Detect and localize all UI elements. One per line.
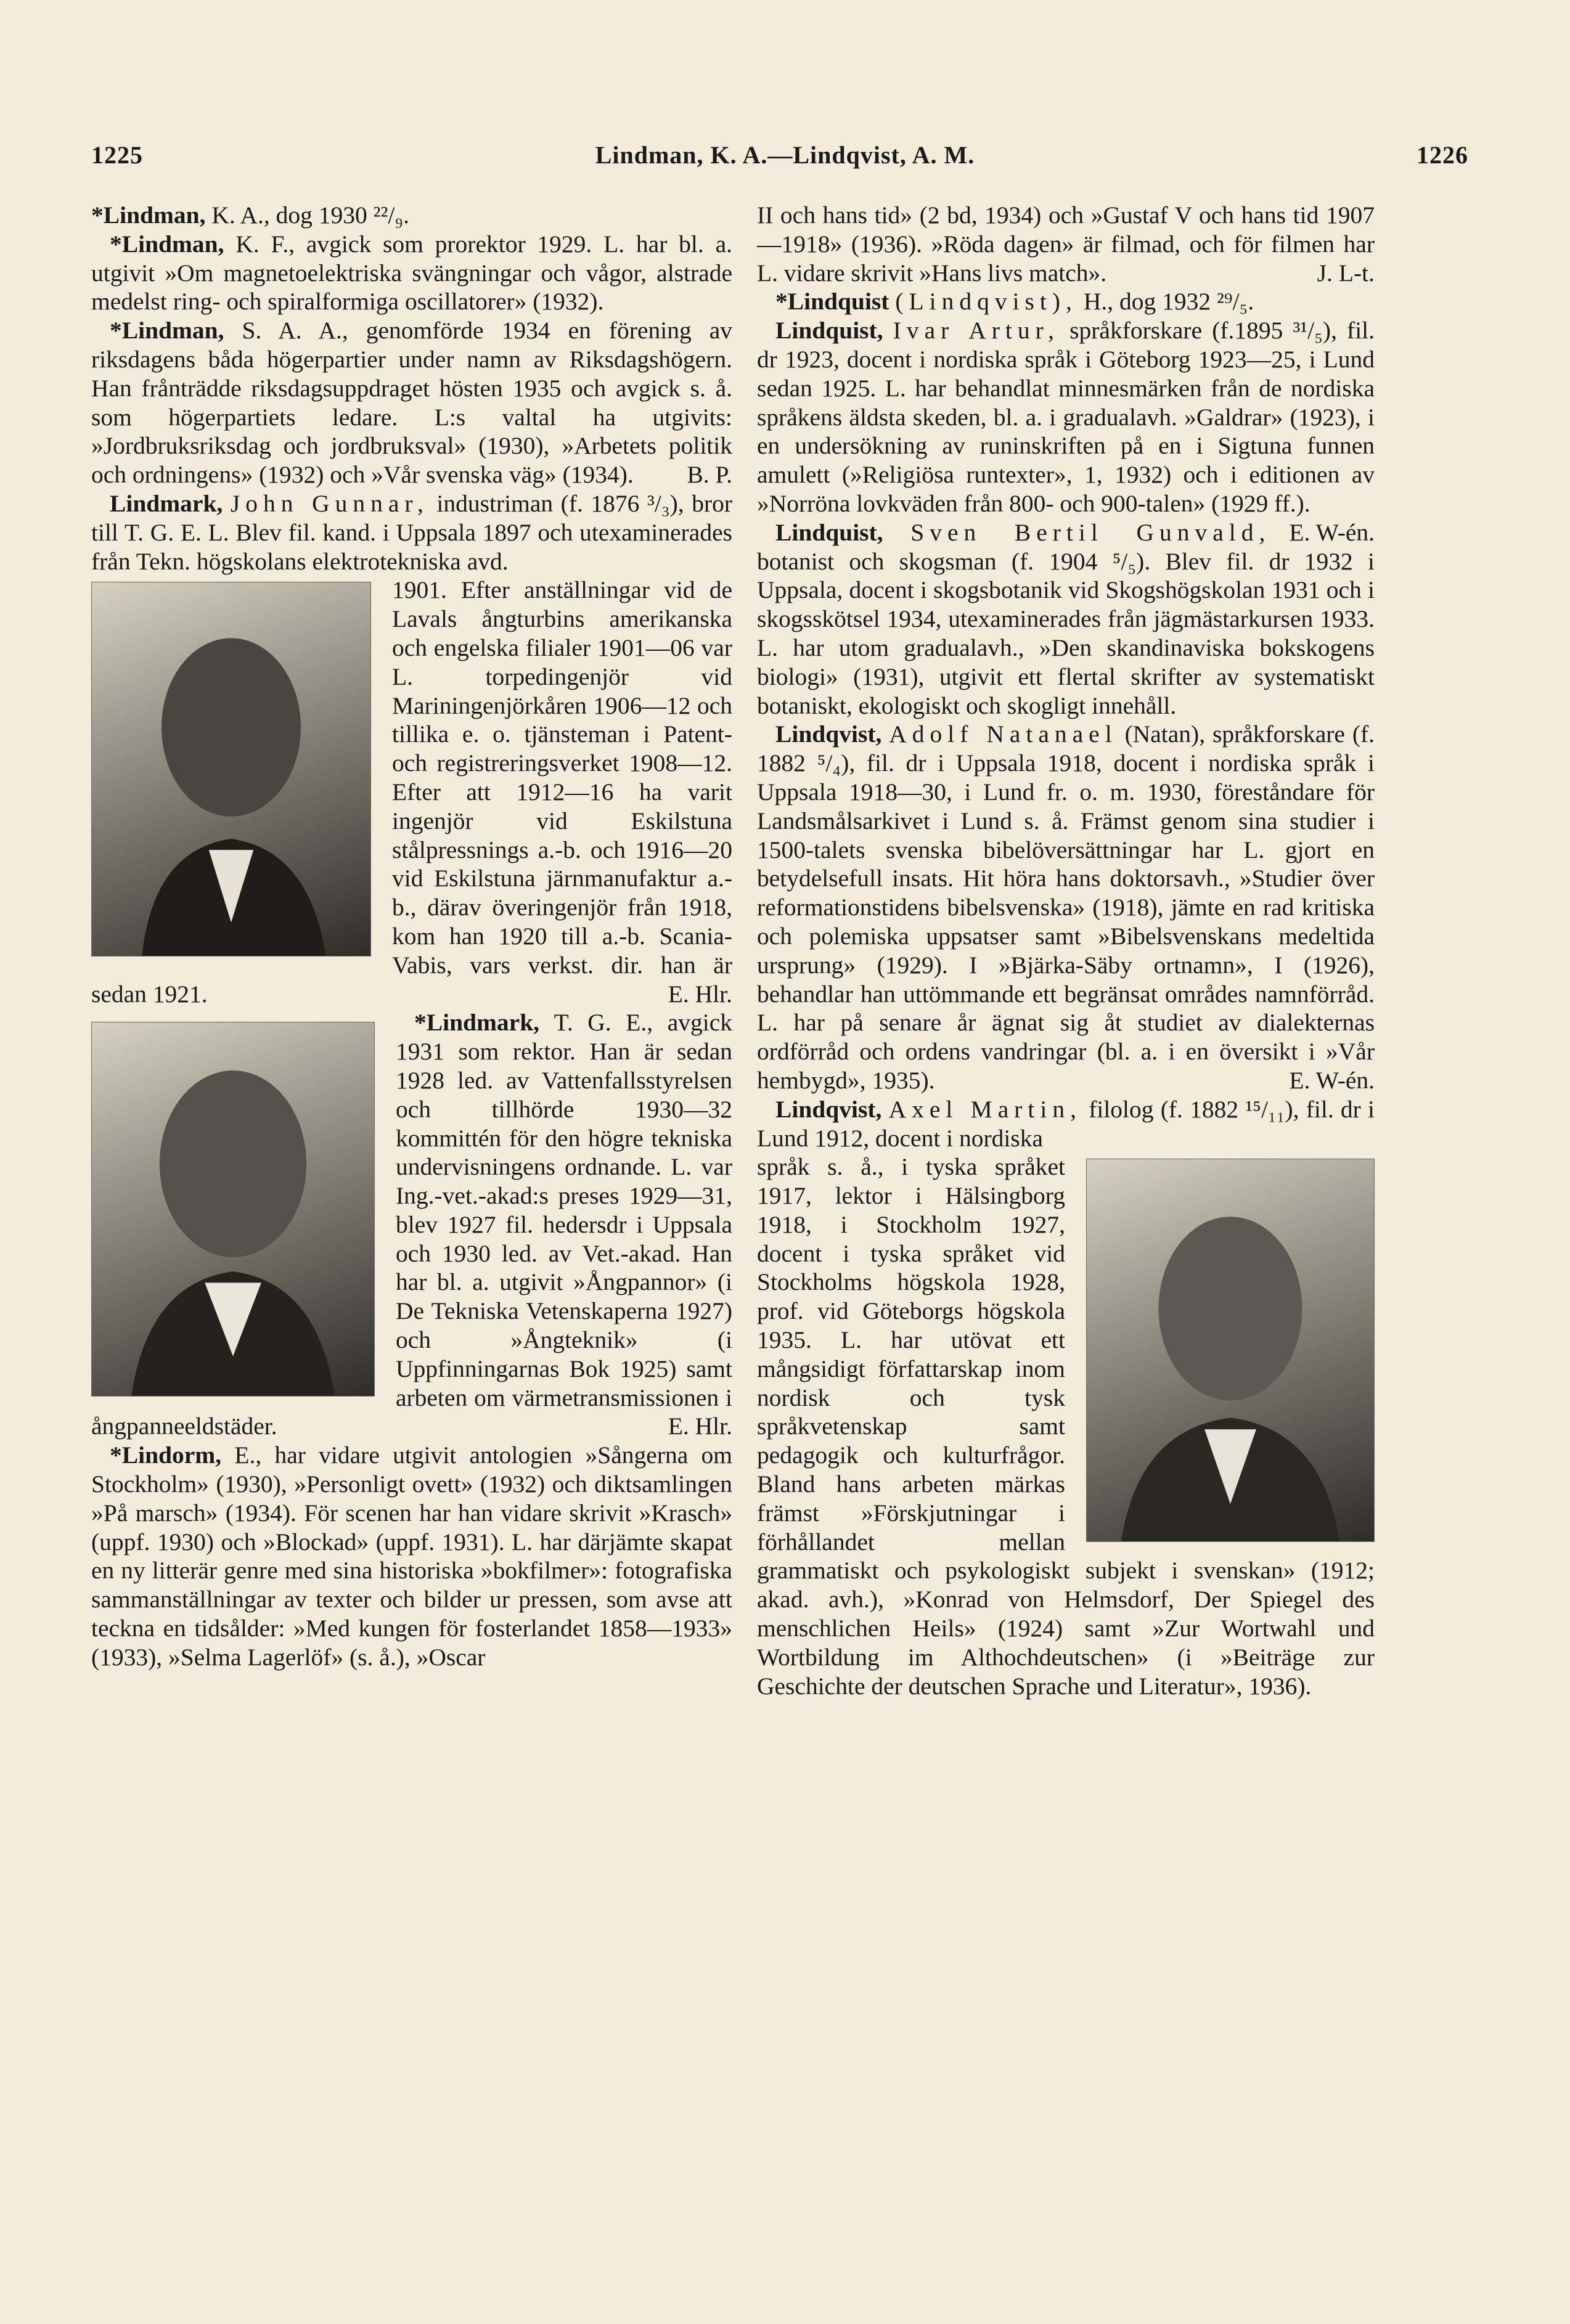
entry-lindquist-h: *Lindquist (Lindqvist), H., dog 1932 ²⁹/₅. bbox=[775, 288, 1254, 316]
signature: E. W-én. bbox=[1289, 1066, 1375, 1094]
entry-lindqvist-axel-martin-continued: språk s. å., i tyska språket 1917, lektor i Hälsingborg 1918, i Stockholm 1927, docent i tyska språket vid Stockholms högskola 1928, prof. vid Göteborgs högskola 1935. L. har utövat ett mångsidigt författarskap inom nordisk och tysk språkvetenskap samt pedagogik och kulturfrågor. Bland hans arbeten märkas främst »Förskjutningar i förhållandet mellan grammatiskt och psykologiskt subjekt i svenskan» (1912; akad. avh.), »Konrad von Helmsdorf, Der Spiegel des menschlichen Heils» (1924) samt »Zur Wortwahl und Wortbildung im Althochdeutschen» (i »Beiträge zur Geschichte der deutschen Sprache und Literatur», 1936). bbox=[757, 1153, 1375, 1700]
entry-lindmark-continued: 1901. Efter anställningar vid de Lavals ångturbins amerikanska och engelska filialer 1901—06 var L. torpedingenjör vid Mariningenjörkåren 1906—12 och tillika e. o. tjänsteman i Patent- och registreringsverket 1908—12. Efter att 1912—16 ha varit ingenjör vid Eskilstuna stålpressnings a.-b. och 1916—20 vid Eskilstuna järnmanufaktur a.-b., därav överingenjör från 1918, kom han 1920 till a.-b. Scania-Vabis, vars verkst. dir. han är sedan 1921. E. Hlr. bbox=[91, 576, 732, 1008]
portrait-photo-lindmark-tge bbox=[91, 1022, 375, 1396]
entry-lindquist-ivar-artur: Lindquist, Ivar Artur, språkforskare (f.1895 ³¹/₅), fil. dr 1923, docent i nordiska språk i Göteborg 1923—25, i Lund sedan 1925. L. har behandlat minnesmärken från de nordiska språkens äldsta skeden, bl. a. i gradualavh. »Galdrar» (1923), i en undersökning av runinskriften på en i Sigtuna funnen amulett (»Religiösa runtexter», 1, 1932) och i editionen av »Norröna lovkväden från 800- och 900-talen» (1929 ff.). E. W-én. bbox=[757, 317, 1375, 546]
entry-lindorm-continued: II och hans tid» (2 bd, 1934) och »Gustaf V och hans tid 1907—1918» (1936). »Röda dagen» är filmad, och för filmen har L. vidare skrivit »Hans livs match». J. L-t. bbox=[757, 202, 1375, 287]
right-column bbox=[757, 201, 1375, 1700]
running-title: Lindman, K. A.—Lindqvist, A. M. bbox=[595, 141, 975, 169]
entry-lindman-saa: *Lindman, S. A. A., genomförde 1934 en förening av riksdagens båda högerpartier under namn av Riksdagshögern. Han frånträdde riksdagsuppdraget hösten 1935 och avgick s. å. som högerpartiets ledare. L:s valtal ha utgivits: »Jordbruksriksdag och jordbruksval» (1930), »Arbetets politik och ordningens» (1932) och »Vår svenska väg» (1934). B. P. bbox=[91, 317, 732, 489]
entry-lindmark-tge: *Lindmark, T. G. E., avgick 1931 som rektor. Han är sedan 1928 led. av Vattenfallsstyrelsen och tillhörde 1930—32 kommittén för den högre tekniska undervisningens ordnande. L. var Ing.-vet.-akad:s preses 1929—31, blev 1927 fil. hedersdr i Uppsala och 1930 led. av Vet.-akad. Han har bl. a. utgivit »Ångpannor» (i De Tekniska Vetenskaperna 1927) och »Ångteknik» (i Uppfinningarnas Bok 1925) samt arbeten om värmetransmissionen i ångpanneeldstäder. E. Hlr. bbox=[91, 1009, 732, 1440]
signature: E. Hlr. bbox=[668, 1413, 732, 1440]
signature: B. P. bbox=[687, 461, 732, 489]
entry-lindman-kf: *Lindman, K. F., avgick som prorektor 1929. L. har bl. a. utgivit »Om magnetoelektriska svängningar och vågor, alstrade medelst ring- och spiralformiga oscillatorer» (1932). bbox=[91, 230, 732, 316]
signature: E. W-én. bbox=[1289, 518, 1375, 546]
entry-lindquist-sven-bertil: Lindquist, Sven Bertil Gunvald, botanist och skogsman (f. 1904 ⁵/₅). Blev fil. dr 1932 i Uppsala, docent i skogsbotanik vid Skogshögskolan 1931 och i skogsskötsel 1934, utexaminerades från jägmästarkursen 1933. L. har utom gradualavh., »Den skandinaviska bokskogens biologi» (1931), utgivit ett flertal skrifter av systematiskt botaniskt, ekologiskt och skogligt innehåll. bbox=[757, 518, 1375, 719]
entry-lindorm: *Lindorm, E., har vidare utgivit antologien »Sångerna om Stockholm» (1930), »Personligt ovett» (1932) och diktsamlingen »På marsch» (1934). För scenen har han vidare skrivit »Krasch» (uppf. 1930) och »Blockad» (uppf. 1931). L. har därjämte skapat en ny litterär genre med sina historiska »bokfilmer»: fotografiska sammanställningar av texter och bilder ur pressen, som avse att teckna en tidsålder: »Med kungen för fosterlandet 1858—1933» (1933), »Selma Lagerlöf» (s. å.), »Oscar bbox=[91, 1441, 732, 1671]
entry-lindmark-john-gunnar: Lindmark, John Gunnar, industriman (f. 1876 ³/₃), bror till T. G. E. L. Blev fil. kand. i Uppsala 1897 och utexaminerades från Tekn. högskolans elektrotekniska avd. bbox=[91, 489, 733, 575]
signature: J. L-t. bbox=[1317, 259, 1375, 287]
entry-lindqvist-adolf-natanael: Lindqvist, Adolf Natanael (Natan), språkforskare (f. 1882 ⁵/₄), fil. dr i Uppsala 1918, docent i nordiska språk i Uppsala 1918—30, i Lund fr. o. m. 1930, föreståndare för Landsmålsarkivet i Lund s. å. Främst genom sina studier i 1500-talets svenska bibelöversättningar har L. gjort en betydelsefull insats. Hit höra hans doktorsavh., »Studier över reformationstidens bibelsvenska» (1918), jämte en rad kritiska och polemiska uppsatser samt »Bibelsvenskans medeltida ursprung» (1929). I »Bjärka-Säby ortnamn», I (1926), behandlar han uttömmande ett begränsat områdes namnförråd. L. har på senare år ägnat sig åt studiet av dialekternas ordförråd och ordens vandringar (bl. a. i en översikt i »Vår hembygd», 1935). E. W-én. bbox=[757, 720, 1375, 1094]
page-number-right: 1226 bbox=[1417, 141, 1468, 169]
entry-lindman-ka: *Lindman, K. A., dog 1930 ²²/₉. bbox=[91, 202, 409, 229]
left-column bbox=[91, 201, 732, 1672]
portrait-photo-lindmark-john-gunnar bbox=[91, 582, 371, 956]
entry-lindqvist-axel-martin: Lindqvist, Axel Martin, filolog (f. 1882 ¹⁵/₁₁), fil. dr i Lund 1912, docent i nordiska bbox=[757, 1095, 1375, 1152]
page-number-left: 1225 bbox=[91, 141, 143, 169]
signature: E. Hlr. bbox=[668, 980, 732, 1008]
portrait-photo-lindqvist-axel-martin bbox=[1086, 1159, 1375, 1542]
